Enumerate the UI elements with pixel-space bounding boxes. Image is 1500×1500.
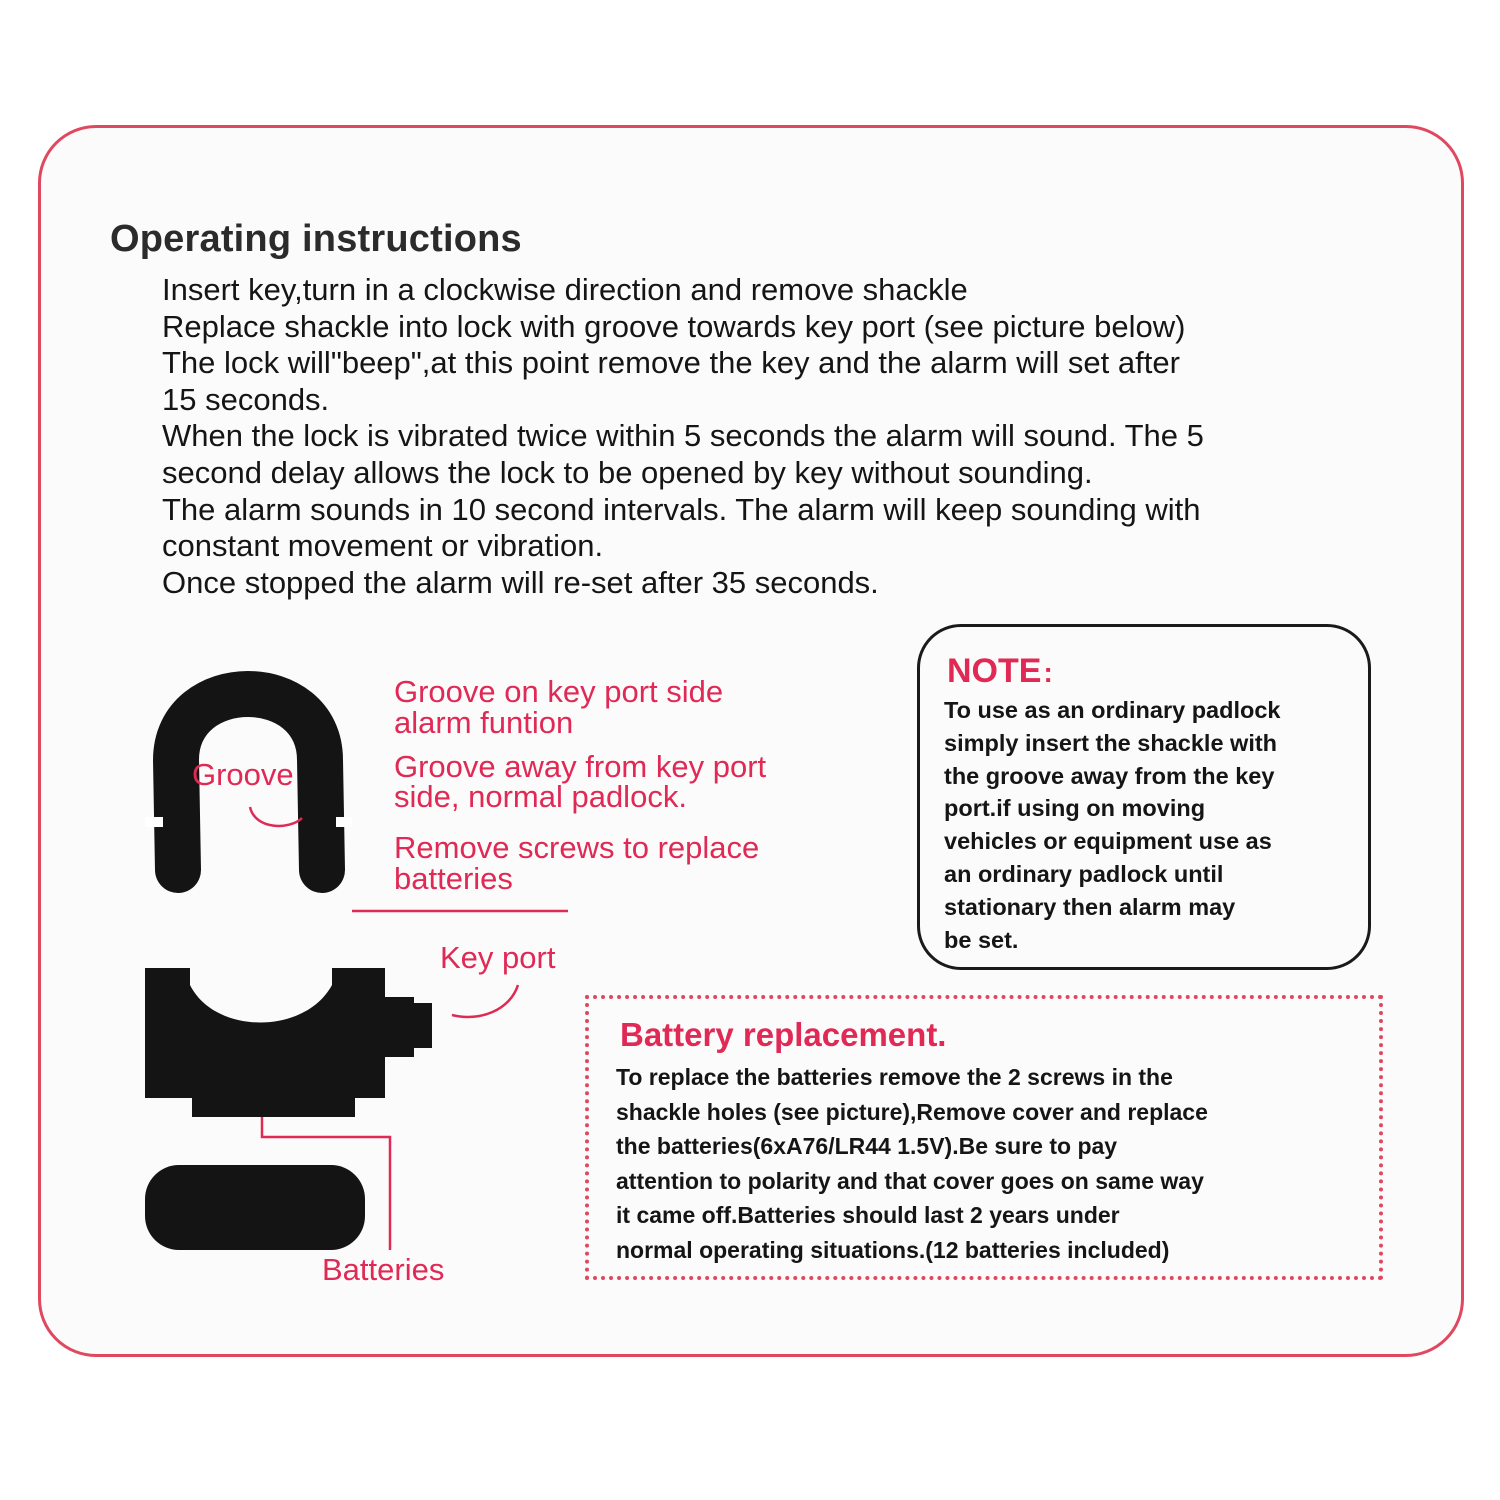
note-title-text: NOTE xyxy=(947,652,1042,690)
instruction-line: Once stopped the alarm will re-set after 35 seconds. xyxy=(162,564,879,600)
battery-line: normal operating situations.(12 batteries included) xyxy=(616,1236,1170,1263)
key-port-label: Key port xyxy=(440,940,556,975)
note-line: an ordinary padlock until xyxy=(944,860,1224,887)
diagram-note-2-line-2: side, normal padlock. xyxy=(394,779,687,814)
shackle-groove-right xyxy=(336,817,352,827)
groove-label: Groove xyxy=(192,757,294,792)
diagram-note-2-line-1: Groove away from key port xyxy=(394,749,767,784)
instruction-line: When the lock is vibrated twice within 5 seconds the alarm will sound. The 5 xyxy=(162,418,1204,454)
note-line: stationary then alarm may xyxy=(944,893,1236,920)
battery-line: shackle holes (see picture),Remove cover and replace xyxy=(616,1098,1208,1125)
note-line: simply insert the shackle with xyxy=(944,729,1278,756)
instruction-line: Insert key,turn in a clockwise direction and remove shackle xyxy=(162,272,968,307)
diagram-note-3-line-1: Remove screws to replace xyxy=(394,830,760,865)
note-line: the groove away from the key xyxy=(944,762,1275,789)
instruction-line: constant movement or vibration. xyxy=(162,528,604,564)
battery-title: Battery replacement. xyxy=(620,1016,947,1053)
instruction-line: The alarm sounds in 10 second intervals. The alarm will keep sounding with xyxy=(162,491,1201,527)
instruction-line: The lock will"beep",at this point remove the key and the alarm will set after xyxy=(162,345,1180,381)
groove-pointer xyxy=(250,807,302,826)
instruction-line: Replace shackle into lock with groove towards key port (see picture below) xyxy=(162,308,1186,344)
note-line: vehicles or equipment use as xyxy=(944,828,1272,855)
note-line: To use as an ordinary padlock xyxy=(944,697,1281,723)
note-title xyxy=(947,652,1053,691)
key-port-pointer xyxy=(452,985,518,1017)
lock-body-icon xyxy=(145,968,432,1117)
battery-cover-icon xyxy=(145,1165,365,1250)
note-line: be set. xyxy=(944,926,1019,953)
instruction-line: 15 seconds. xyxy=(162,381,330,417)
battery-line: the batteries(6xA76/LR44 1.5V).Be sure to pay xyxy=(616,1133,1118,1159)
note-line: port.if using on moving xyxy=(944,795,1206,822)
diagram-note-3-line-2: batteries xyxy=(394,861,513,896)
diagram-note-1-line-2: alarm funtion xyxy=(394,705,574,740)
battery-line: it came off.Batteries should last 2 years under xyxy=(616,1202,1120,1228)
battery-body xyxy=(616,1060,1366,1267)
batteries-label: Batteries xyxy=(322,1252,445,1287)
battery-line: attention to polarity and that cover goes on same way xyxy=(616,1167,1204,1194)
instruction-line: second delay allows the lock to be opened by key without sounding. xyxy=(162,454,1093,490)
diagram-note-1-line-1: Groove on key port side xyxy=(394,674,724,709)
shackle-groove-left xyxy=(145,817,163,827)
page-title: Operating instructions xyxy=(110,218,522,260)
note-body xyxy=(944,694,1354,956)
battery-line: To replace the batteries remove the 2 screws in the xyxy=(616,1064,1173,1090)
note-title-colon: : xyxy=(1043,657,1053,688)
